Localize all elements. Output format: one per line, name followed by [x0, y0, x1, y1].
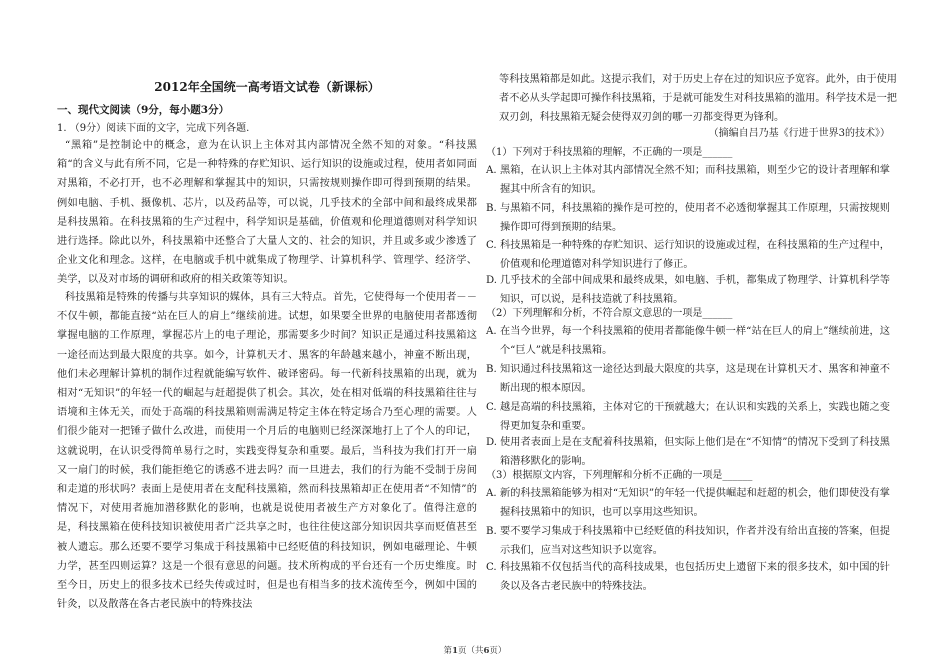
footer-suffix: 页）: [489, 646, 507, 656]
option-2C: C. 越是高端的科技黑箱，主体对它的干预就越大；在认识和实践的关系上，实践也随之变得更加复杂和重要。: [486, 402, 890, 433]
passage-paragraph-1: “黑箱”是控制论中的概念，意为在认识上主体对其内部情况全然不知的对象。“科技黑箱“的含义与此有所不同，它是一种特殊的存贮知识、运行知识的设施或过程，使用者如同面对黑箱，不必打开，也不必理解和掌握其中的知识，只需按规则操作即可得到预期的结果。例如电脑、手机、摄像机、芯片，以及药品等，可以说，几乎技术的全部中间和最终成果都是科技黑箱。在科技黑箱的生产过程中，科学知识是基础，价值观和伦理道德则对科学知识进行选择。除此以外，科技黑箱中还整合了大量人文的、社会的知识，并且或多或少渗透了企业文化和理念。这样，在电脑或手机中就集成了物理学、计算机科学、管理学、经济学、美学，以及对市场的调研和政府的相关政策等知识。: [57, 140, 477, 286]
subquestion-1-title: （1）下列对于科技黑箱的理解，不正确的一项是______: [486, 147, 733, 158]
option-1B: B. 与黑箱不同，科技黑箱的操作是可控的，使用者不必透彻掌握其工作原理，只需按规则操作即可得到预期的结果。: [486, 203, 890, 234]
passage-source: （摘编自吕乃基《行进于世界3的技术》）: [708, 128, 890, 139]
subquestion-2-title: （2）下列理解和分析，不符合原文意思的一项是______: [486, 308, 733, 319]
section-heading: 一、现代文阅读（9分，每小题3分）: [57, 104, 230, 116]
page-footer: [0, 644, 950, 656]
option-3B: B. 要不要学习集成于科技黑箱中已经贬值的科技知识，作者并没有给出直接的答案，但提示我们，应当对这些知识予以宽容。: [486, 526, 890, 557]
option-2D: D. 使用者表面上是在支配着科技黑箱，但实际上他们是在“不知情”的情况下受到了科技黑箱潜移默化的影响。: [486, 437, 890, 468]
question-1-intro: 1. （9分）阅读下面的文字，完成下列各题.: [57, 123, 250, 134]
subquestion-3-title: （3）根据原文内容，下列理解和分析不正确的一项是______: [486, 470, 753, 481]
footer-middle: 页（共: [457, 646, 484, 656]
option-3C: C. 科技黑箱不仅包括当代的高科技成果，也包括历史上遗留下来的很多技术，如中国的针灸以及各古老民族中的特殊技法。: [486, 562, 890, 593]
passage-continuation: 等科技黑箱都是如此。这提示我们，对于历史上存在过的知识应予宽容。此外，由于使用者不必从头学起即可操作科技黑箱，于是就可能发生对科技黑箱的滥用。科学技术是一把双刃剑，科技黑箱无疑会使得双刃剑的哪一刃都变得更为锋利。: [499, 74, 897, 124]
footer-total-pages: 6: [483, 646, 490, 656]
exam-title: 2012年全国统一高考语文试卷（新课标）: [154, 80, 380, 94]
footer-prefix: 第: [443, 646, 453, 656]
option-3A: A. 新的科技黑箱能够为相对“无知识”的年轻一代提供崛起和赶超的机会，他们即使没有掌握科技黑箱中的知识，也可以享用这些知识。: [486, 488, 890, 519]
option-2B: B. 知识通过科技黑箱这一途径达到最大限度的共享，这是现在计算机天才、黑客和神童不断出现的根本原因。: [486, 364, 890, 395]
option-1C: C. 科技黑箱是一种特殊的存贮知识、运行知识的设施或过程，在科技黑箱的生产过程中，价值观和伦理道德对科学知识进行了修正。: [486, 240, 890, 271]
passage-paragraph-2: 科技黑箱是特殊的传播与共享知识的媒体，具有三大特点。首先，它使得每一个使用者－－不仅牛顿，都能直接“站在巨人的肩上”继续前进。试想，如果要全世界的电脑使用者都透彻掌握电脑的工作原理，掌握芯片上的电子理论，那需要多少时间？知识正是通过科技黑箱这一途径而达到最大限度的共享。如今，计算机天才、黑客的年龄越来越小，神童不断出现，他们未必理解计算机的制作过程就能编写软件、破译密码。每一代新科技黑箱的出现，就为相对“无知识”的年轻一代的崛起与赶超提供了机会。其次，处在相对低端的科技黑箱往往与语境和主体无关，而处于高端的科技黑箱则需满足特定主体在特定场合乃至心理的需要。人们很少能对一把锤子做什么改进，而使用一个月后的电脑则已经深深地打上了个人的印记，这就说明，在认识受得简单易行之时，实践变得复杂和重要。最后，当科技为我们打开一扇又一扇门的时候，我们能拒绝它的诱惑不进去吗？而一旦进去，我们的行为能不受制于房间和走道的形状吗？表面上是使用者在支配科技黑箱，然而科技黑箱却正在使用者“不知情”的情况下，对使用者施加潜移默化的影响，也就是说使用者被生产方对象化了。值得注意的是，科技黑箱在使科技知识被使用者广泛共享之时，也往往使这部分知识因共享而贬值甚至被人遗忘。那么还要不要学习集成于科技黑箱中已经贬值的科技知识，例如电磁理论、牛顿力学，甚至四则运算？这是一个很有意思的问题。技术所构成的平台还有一个历史维度。时至今日，历史上的很多技术已经失传或过时，但是也有相当多的技术流传至今，例如中国的针灸，以及散落在各古老民族中的特殊技法: [57, 292, 477, 611]
footer-page-number: 1: [452, 646, 458, 656]
option-1A: A. 黑箱，在认识上主体对其内部情况全然不知；而科技黑箱，则至少它的设计者理解和掌握其中所含有的知识。: [486, 165, 890, 196]
option-1D: D. 几乎技术的全部中间成果和最终成果，如电脑、手机，都集成了物理学、计算机科学等知识，可以说，是科技造就了科技黑箱。: [486, 275, 890, 306]
option-2A: A. 在当今世界，每一个科技黑箱的使用者都能像牛顿一样“站在巨人的肩上”继续前进，这个“巨人”就是科技黑箱。: [486, 326, 890, 357]
